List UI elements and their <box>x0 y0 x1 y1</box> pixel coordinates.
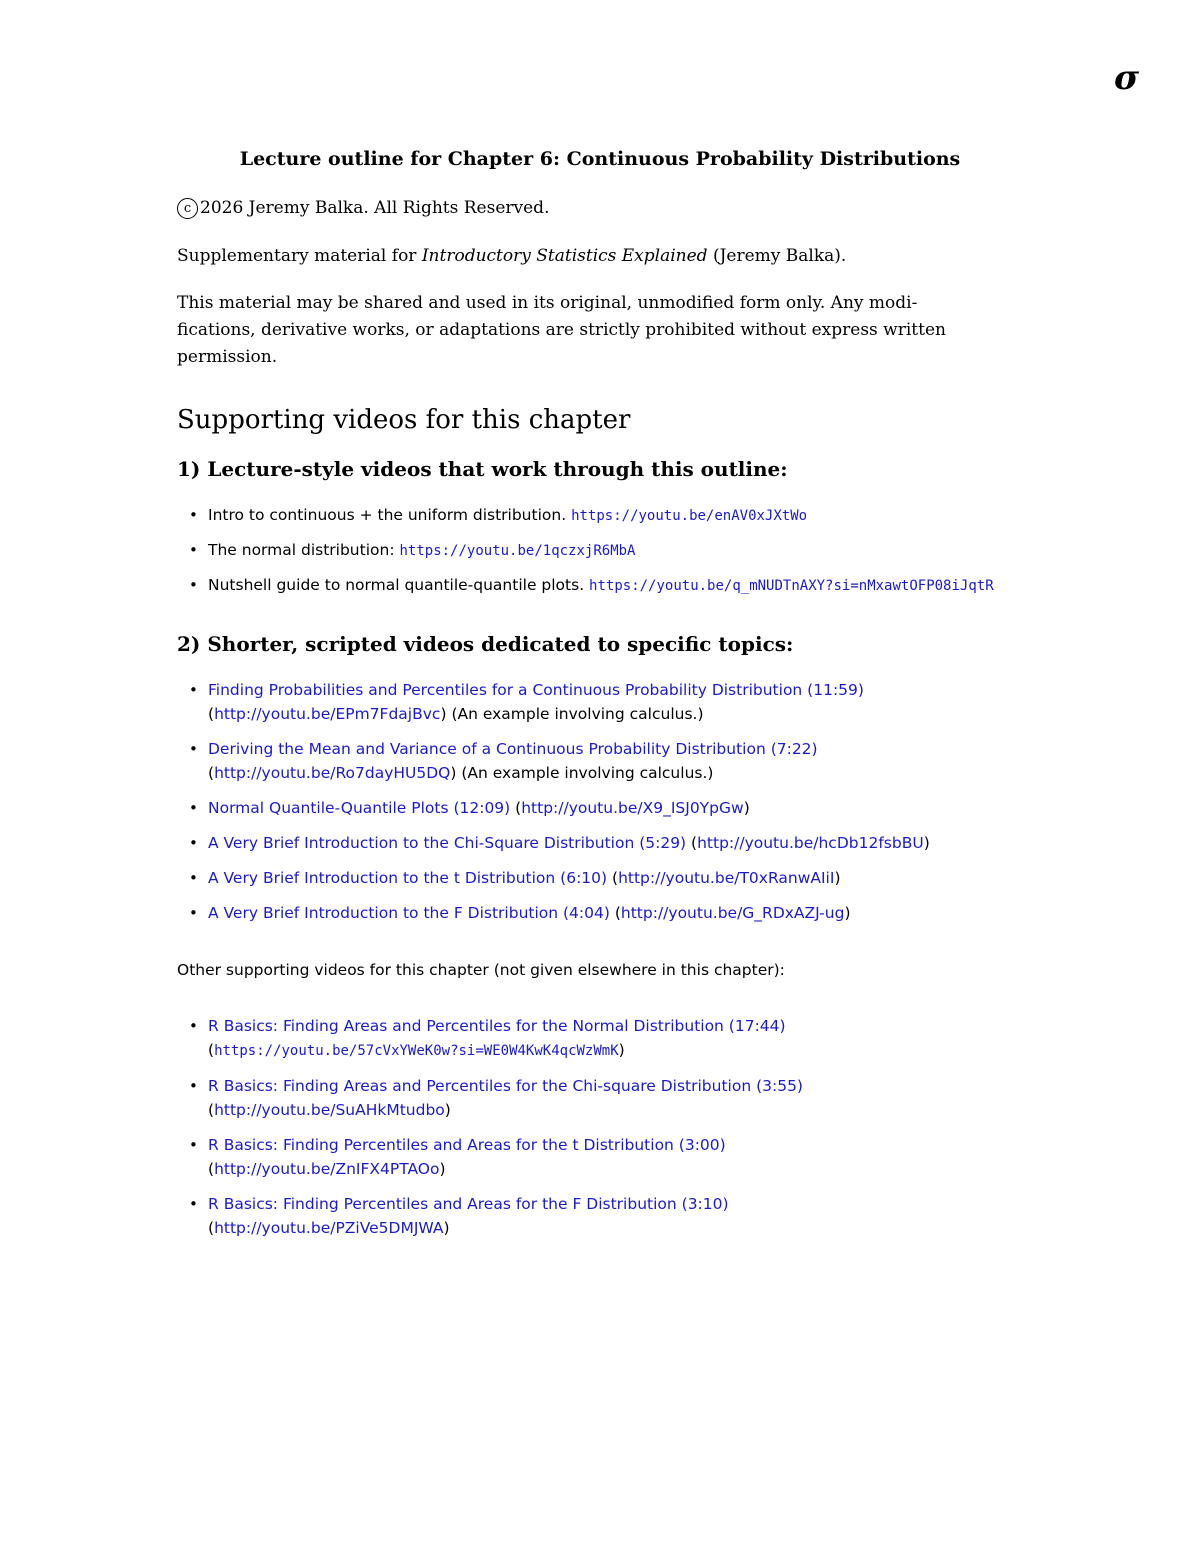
book-title: Introductory Statistics Explained <box>421 246 708 266</box>
bullet-icon: • <box>189 834 198 852</box>
url-line: (http://youtu.be/SuAHkMtudbo) <box>208 1101 451 1119</box>
video-link[interactable]: http://youtu.be/T0xRanwAIiI <box>618 869 835 887</box>
video-link[interactable]: http://youtu.be/Ro7dayHU5DQ <box>214 764 451 782</box>
scripted-videos-heading: 2) Shorter, scripted videos dedicated to specific topics: <box>177 632 794 656</box>
video-link[interactable]: http://youtu.be/G_RDxAZJ-ug <box>620 904 845 922</box>
video-title-link[interactable]: R Basics: Finding Percentiles and Areas for the F Distribution (3:10) <box>208 1195 729 1213</box>
url-line: (http://youtu.be/EPm7FdajBvc) (An example involving calculus.) <box>208 705 704 723</box>
supplementary-suffix: (Jeremy Balka). <box>707 246 847 266</box>
document-title: Lecture outline for Chapter 6: Continuous Probability Distributions <box>239 148 961 170</box>
item-text: Intro to continuous + the uniform distribution. <box>208 506 572 524</box>
list-item: • A Very Brief Introduction to the Chi-Square Distribution (5:29) (http://youtu.be/hcDb12fsbBU) <box>208 831 1193 855</box>
bullet-icon: • <box>189 740 198 758</box>
video-title-link[interactable]: R Basics: Finding Areas and Percentiles for the Normal Distribution (17:44) <box>208 1017 786 1035</box>
bullet-icon: • <box>189 681 198 699</box>
list-item <box>189 503 1193 528</box>
video-link[interactable]: http://youtu.be/PZiVe5DMJWA <box>214 1219 444 1237</box>
supplementary-line <box>177 243 1037 270</box>
bullet-icon: • <box>189 904 198 922</box>
item-text: The normal distribution: <box>208 541 400 559</box>
bullet-icon: • <box>189 1195 198 1213</box>
list-item <box>189 1014 1193 1063</box>
lecture-video-list <box>189 503 1193 598</box>
scripted-video-list <box>189 678 1193 925</box>
bullet-icon: • <box>189 1136 198 1154</box>
supplementary-prefix: Supplementary material for <box>177 246 422 266</box>
license-paragraph <box>177 290 1057 371</box>
bullet-icon: • <box>189 576 198 594</box>
video-link[interactable]: http://youtu.be/SuAHkMtudbo <box>214 1101 445 1119</box>
bullet-icon: • <box>189 1077 198 1095</box>
video-link[interactable]: https://youtu.be/1qczxjR6MbA <box>399 543 636 559</box>
url-line: (http://youtu.be/PZiVe5DMJWA) <box>208 1219 450 1237</box>
copyright-line <box>177 195 1037 222</box>
bullet-icon: • <box>189 506 198 524</box>
item-note: (An example involving calculus.) <box>456 764 714 782</box>
item-text: Nutshell guide to normal quantile-quantile plots. <box>208 576 590 594</box>
list-item: • A Very Brief Introduction to the F Distribution (4:04) (http://youtu.be/G_RDxAZJ-ug) <box>208 901 1193 925</box>
video-link[interactable]: http://youtu.be/hcDb12fsbBU <box>697 834 924 852</box>
section-heading: Supporting videos for this chapter <box>177 405 631 435</box>
list-item <box>189 678 1193 726</box>
bullet-icon: • <box>189 869 198 887</box>
license-line: This material may be shared and used in its original, unmodified form only. Any modi- <box>177 293 918 313</box>
lecture-videos-heading: 1) Lecture-style videos that work through this outline: <box>177 457 788 481</box>
video-title-link[interactable]: R Basics: Finding Percentiles and Areas for the t Distribution (3:00) <box>208 1136 726 1154</box>
url-line: (https://youtu.be/57cVxYWeK0w?si=WE0W4KwK4qcWzWmK) <box>208 1041 625 1059</box>
bullet-icon: • <box>189 541 198 559</box>
video-link[interactable]: http://youtu.be/ZnIFX4PTAOo <box>214 1160 440 1178</box>
video-link[interactable]: https://youtu.be/enAV0xJXtWo <box>571 508 808 524</box>
list-item <box>189 538 1193 563</box>
video-link[interactable]: http://youtu.be/EPm7FdajBvc <box>214 705 441 723</box>
copyright-text: 2026 Jeremy Balka. All Rights Reserved. <box>200 198 550 218</box>
list-item: • Normal Quantile-Quantile Plots (12:09) (http://youtu.be/X9_ISJ0YpGw) <box>208 796 1193 820</box>
video-title-link[interactable]: A Very Brief Introduction to the F Distribution (4:04) <box>208 904 610 922</box>
license-line: permission. <box>177 347 278 367</box>
video-title-link[interactable]: A Very Brief Introduction to the Chi-Square Distribution (5:29) <box>208 834 687 852</box>
url-line: (http://youtu.be/Ro7dayHU5DQ) (An example involving calculus.) <box>208 764 714 782</box>
video-title-link[interactable]: A Very Brief Introduction to the t Distribution (6:10) <box>208 869 608 887</box>
list-item <box>189 1074 1193 1122</box>
list-item <box>189 1133 1193 1181</box>
list-item <box>189 573 1193 598</box>
video-title-link[interactable]: Finding Probabilities and Percentiles for a Continuous Probability Distribution (11:59) <box>208 681 864 699</box>
list-item <box>189 1192 1193 1240</box>
video-title-link[interactable]: Normal Quantile-Quantile Plots (12:09) <box>208 799 511 817</box>
video-title-link[interactable]: Deriving the Mean and Variance of a Continuous Probability Distribution (7:22) <box>208 740 818 758</box>
video-title-link[interactable]: R Basics: Finding Areas and Percentiles for the Chi-square Distribution (3:55) <box>208 1077 803 1095</box>
other-video-list <box>189 1014 1193 1240</box>
url-line: (http://youtu.be/ZnIFX4PTAOo) <box>208 1160 446 1178</box>
other-videos-intro: Other supporting videos for this chapter (not given elsewhere in this chapter): <box>177 961 785 979</box>
video-link[interactable]: http://youtu.be/X9_ISJ0YpGw <box>521 799 744 817</box>
copyright-icon: c <box>177 198 198 219</box>
list-item: • A Very Brief Introduction to the t Distribution (6:10) (http://youtu.be/T0xRanwAIiI) <box>208 866 1193 890</box>
license-line: fications, derivative works, or adaptations are strictly prohibited without express written <box>177 320 946 340</box>
video-link[interactable]: https://youtu.be/q_mNUDTnAXY?si=nMxawtOFP08iJqtR <box>589 578 994 594</box>
bullet-icon: • <box>189 799 198 817</box>
list-item <box>189 737 1193 785</box>
item-note: (An example involving calculus.) <box>446 705 704 723</box>
bullet-icon: • <box>189 1017 198 1035</box>
sigma-logo-icon: σ <box>1114 58 1140 98</box>
video-link[interactable]: https://youtu.be/57cVxYWeK0w?si=WE0W4KwK4qcWzWmK <box>214 1043 619 1059</box>
